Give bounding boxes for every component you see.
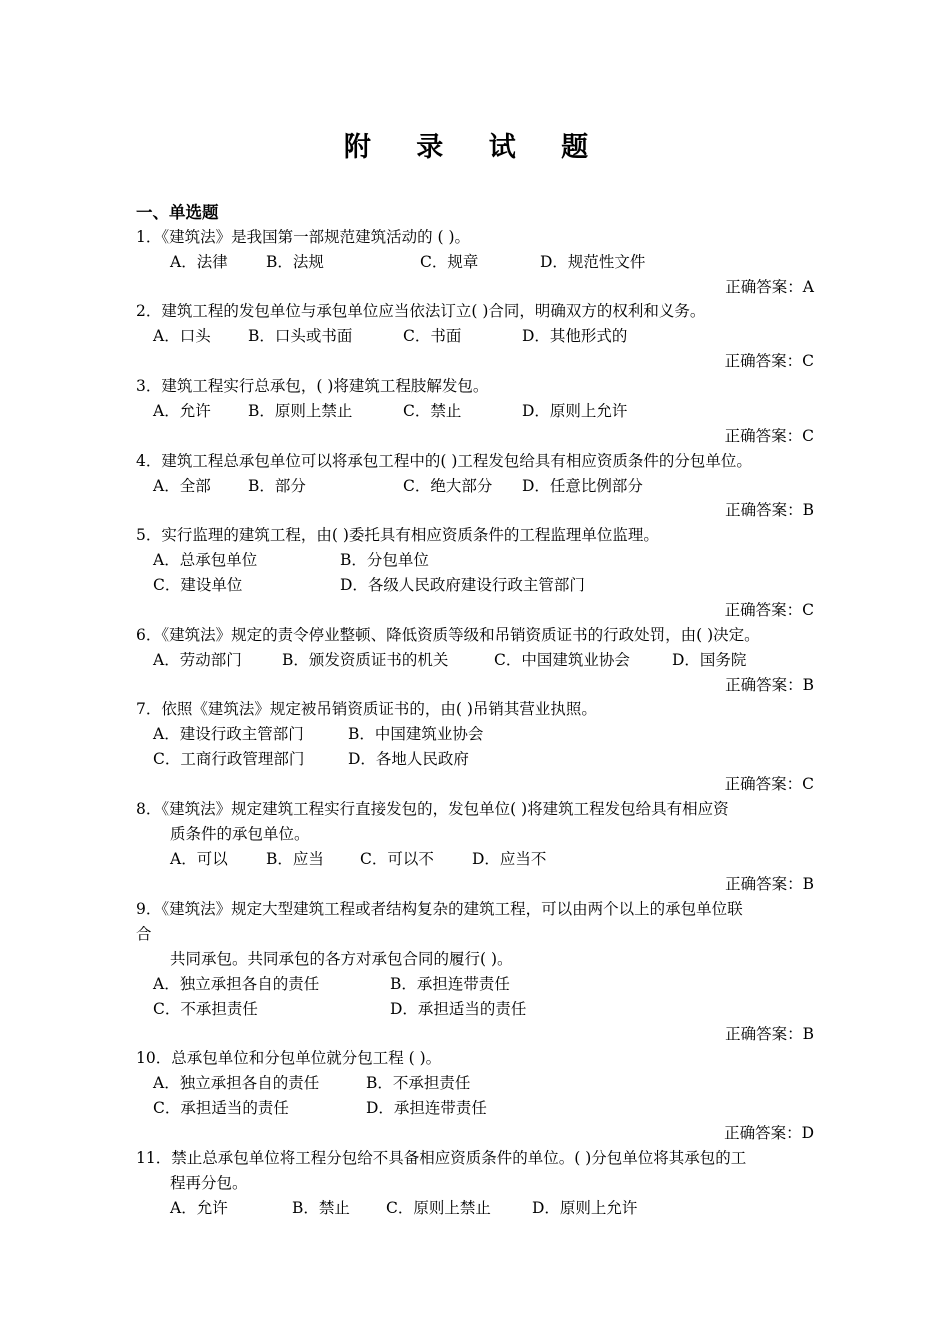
q4-option-a: A．全部 xyxy=(153,477,211,495)
q10-option-d: D．承担连带责任 xyxy=(366,1099,487,1117)
q3-answer: 正确答案：C xyxy=(724,427,814,445)
q9-option-d: D．承担适当的责任 xyxy=(390,1000,527,1018)
q9-option-b: B．承担连带责任 xyxy=(390,975,510,993)
q1-answer: 正确答案：A xyxy=(725,278,814,296)
q2-option-d: D．其他形式的 xyxy=(522,327,628,345)
q3-option-d: D．原则上允许 xyxy=(522,402,628,420)
section-heading: 一、单选题 xyxy=(136,203,219,222)
q5-option-a: A．总承包单位 xyxy=(153,551,258,569)
q8-answer: 正确答案：B xyxy=(725,875,814,893)
q8-option-b: B．应当 xyxy=(266,850,324,868)
q11-option-a: A．允许 xyxy=(170,1199,228,1217)
q8-option-d: D．应当不 xyxy=(472,850,547,868)
q4-stem: 4．建筑工程总承包单位可以将承包工程中的( )工程发包给具有相应资质条件的分包单位。 xyxy=(136,452,752,470)
q5-stem: 5．实行监理的建筑工程，由( )委托具有相应资质条件的工程监理单位监理。 xyxy=(136,526,659,544)
q7-option-d: D．各地人民政府 xyxy=(348,750,469,768)
q10-answer: 正确答案：D xyxy=(724,1124,814,1142)
q2-option-c: C．书面 xyxy=(403,327,462,345)
q9-option-a: A．独立承担各自的责任 xyxy=(153,975,320,993)
q2-stem: 2．建筑工程的发包单位与承包单位应当依法订立( )合同，明确双方的权利和义务。 xyxy=(136,302,706,320)
q11-option-d: D．原则上允许 xyxy=(532,1199,638,1217)
q8-stem: 8．《建筑法》规定建筑工程实行直接发包的，发包单位( )将建筑工程发包给具有相应资 xyxy=(136,800,729,818)
q11-option-b: B．禁止 xyxy=(292,1199,350,1217)
q8-stem-continued: 质条件的承包单位。 xyxy=(170,825,310,843)
q10-stem: 10．总承包单位和分包单位就分包工程 ( )。 xyxy=(136,1049,442,1067)
q9-stem-continued: 共同承包。共同承包的各方对承包合同的履行( )。 xyxy=(170,950,513,968)
q6-option-b: B．颁发资质证书的机关 xyxy=(282,651,449,669)
q6-stem: 6．《建筑法》规定的责令停业整顿、降低资质等级和吊销资质证书的行政处罚，由( )决定。 xyxy=(136,626,760,644)
q2-answer: 正确答案：C xyxy=(724,352,814,370)
q6-option-c: C．中国建筑业协会 xyxy=(494,651,630,669)
q1-option-b: B．法规 xyxy=(266,253,324,271)
q1-option-c: C．规章 xyxy=(420,253,479,271)
q9-option-c: C．不承担责任 xyxy=(153,1000,258,1018)
q3-stem: 3．建筑工程实行总承包，( )将建筑工程肢解发包。 xyxy=(136,377,489,395)
q7-option-a: A．建设行政主管部门 xyxy=(153,725,304,743)
q1-stem: 1．《建筑法》是我国第一部规范建筑活动的 ( )。 xyxy=(136,228,471,246)
q11-option-c: C．原则上禁止 xyxy=(386,1199,491,1217)
q4-answer: 正确答案：B xyxy=(725,501,814,519)
q6-answer: 正确答案：B xyxy=(725,676,814,694)
q4-option-c: C．绝大部分 xyxy=(403,477,493,495)
q6-option-d: D．国务院 xyxy=(672,651,747,669)
q11-stem-continued: 程再分包。 xyxy=(170,1174,248,1192)
q3-option-c: C．禁止 xyxy=(403,402,462,420)
q7-option-b: B．中国建筑业协会 xyxy=(348,725,484,743)
q8-option-c: C．可以不 xyxy=(360,850,434,868)
q2-option-b: B．口头或书面 xyxy=(248,327,353,345)
q5-answer: 正确答案：C xyxy=(724,601,814,619)
q2-option-a: A．口头 xyxy=(153,327,211,345)
q10-option-b: B．不承担责任 xyxy=(366,1074,471,1092)
q7-option-c: C．工商行政管理部门 xyxy=(153,750,305,768)
q7-answer: 正确答案：C xyxy=(724,775,814,793)
q3-option-b: B．原则上禁止 xyxy=(248,402,353,420)
q4-option-b: B．部分 xyxy=(248,477,306,495)
q3-option-a: A．允许 xyxy=(153,402,211,420)
q9-answer: 正确答案：B xyxy=(725,1025,814,1043)
q4-option-d: D．任意比例部分 xyxy=(522,477,643,495)
q10-option-c: C．承担适当的责任 xyxy=(153,1099,289,1117)
page-title: 附 录 试 题 xyxy=(343,132,607,163)
q11-stem: 11．禁止总承包单位将工程分包给不具备相应资质条件的单位。( )分包单位将其承包的工 xyxy=(136,1149,747,1167)
q9-stem-wrap: 合 xyxy=(136,925,152,943)
q5-option-b: B．分包单位 xyxy=(340,551,429,569)
q9-stem: 9．《建筑法》规定大型建筑工程或者结构复杂的建筑工程，可以由两个以上的承包单位联 xyxy=(136,900,743,918)
q7-stem: 7．依照《建筑法》规定被吊销资质证书的，由( )吊销其营业执照。 xyxy=(136,700,597,718)
q5-option-c: C．建设单位 xyxy=(153,576,243,594)
q1-option-d: D．规范性文件 xyxy=(540,253,646,271)
q8-option-a: A．可以 xyxy=(170,850,228,868)
q1-option-a: A．法律 xyxy=(170,253,228,271)
q6-option-a: A．劳动部门 xyxy=(153,651,242,669)
q5-option-d: D．各级人民政府建设行政主管部门 xyxy=(340,576,585,594)
q10-option-a: A．独立承担各自的责任 xyxy=(153,1074,320,1092)
